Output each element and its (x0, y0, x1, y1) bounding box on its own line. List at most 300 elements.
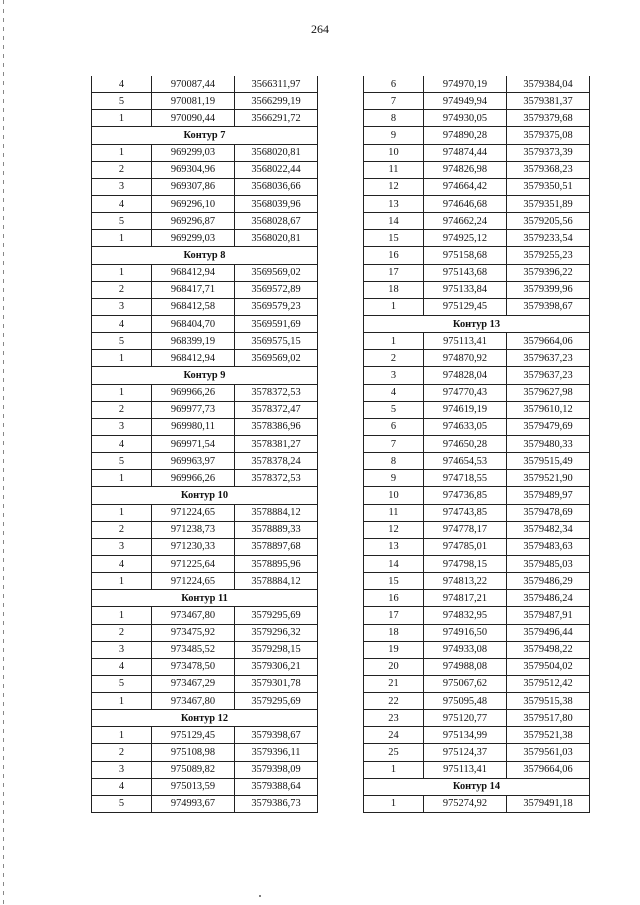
table-row (364, 384, 590, 401)
point-number: 10 (364, 144, 424, 161)
coordinate-x: 974826,98 (424, 161, 507, 178)
coordinate-y: 3579496,44 (507, 624, 590, 641)
coordinate-x: 975113,41 (424, 761, 507, 778)
coordinate-y: 3579517,80 (507, 710, 590, 727)
coordinate-x: 974646,68 (424, 195, 507, 212)
point-number: 12 (364, 178, 424, 195)
coordinate-x: 973475,92 (152, 624, 235, 641)
coordinate-y: 3578386,96 (235, 418, 318, 435)
coordinate-x: 974949,94 (424, 93, 507, 110)
coordinate-y: 3579398,67 (507, 298, 590, 315)
point-number: 24 (364, 727, 424, 744)
coordinate-x: 974930,05 (424, 110, 507, 127)
coordinate-x: 968412,94 (152, 264, 235, 281)
contour-title: Контур 10 (92, 487, 318, 504)
coordinate-x: 974832,95 (424, 607, 507, 624)
contour-header-row (92, 590, 318, 607)
coordinate-x: 974993,67 (152, 795, 235, 812)
coordinate-x: 974798,15 (424, 555, 507, 572)
coordinate-x: 969296,10 (152, 195, 235, 212)
coordinate-x: 969307,86 (152, 178, 235, 195)
coordinate-x: 969963,97 (152, 453, 235, 470)
coordinate-x: 975108,98 (152, 744, 235, 761)
coordinate-y: 3579637,23 (507, 367, 590, 384)
table-row (364, 675, 590, 692)
contour-title: Контур 11 (92, 590, 318, 607)
coordinate-y: 3579255,23 (507, 247, 590, 264)
point-number: 10 (364, 487, 424, 504)
contour-header-row (92, 127, 318, 144)
coordinate-y: 3579504,02 (507, 658, 590, 675)
coordinate-x: 975129,45 (424, 298, 507, 315)
point-number: 3 (92, 538, 152, 555)
table-row (364, 470, 590, 487)
table-row (92, 727, 318, 744)
coordinate-y: 3579350,51 (507, 178, 590, 195)
contour-title: Контур 8 (92, 247, 318, 264)
point-number: 2 (92, 521, 152, 538)
coordinate-x: 975129,45 (152, 727, 235, 744)
coordinate-x: 974778,17 (424, 521, 507, 538)
coordinate-y: 3579295,69 (235, 693, 318, 710)
coordinate-y: 3579233,54 (507, 230, 590, 247)
coordinate-x: 973478,50 (152, 658, 235, 675)
table-row (92, 144, 318, 161)
coordinate-y: 3579295,69 (235, 607, 318, 624)
coordinate-y: 3579561,03 (507, 744, 590, 761)
table-row (92, 744, 318, 761)
point-number: 15 (364, 573, 424, 590)
table-row (364, 590, 590, 607)
coordinate-y: 3569569,02 (235, 350, 318, 367)
coordinate-y: 3579512,42 (507, 675, 590, 692)
coordinate-y: 3579486,24 (507, 590, 590, 607)
table-row (364, 693, 590, 710)
table-row (364, 453, 590, 470)
coordinate-y: 3568020,81 (235, 144, 318, 161)
point-number: 5 (364, 401, 424, 418)
table-row (364, 110, 590, 127)
coordinate-y: 3579373,39 (507, 144, 590, 161)
coordinate-x: 975095,48 (424, 693, 507, 710)
coordinate-y: 3579375,08 (507, 127, 590, 144)
table-row (364, 247, 590, 264)
contour-header-row (92, 710, 318, 727)
coordinate-y: 3579386,73 (235, 795, 318, 812)
table-row (364, 195, 590, 212)
coordinate-y: 3579398,09 (235, 761, 318, 778)
coordinate-y: 3579388,64 (235, 778, 318, 795)
table-row (364, 333, 590, 350)
table-row (364, 367, 590, 384)
point-number: 6 (364, 76, 424, 93)
coordinate-x: 971224,65 (152, 504, 235, 521)
point-number: 3 (92, 761, 152, 778)
coordinate-x: 975274,92 (424, 795, 507, 812)
table-row (92, 230, 318, 247)
coordinate-y: 3579384,04 (507, 76, 590, 93)
table-row (92, 76, 318, 93)
coordinate-y: 3568036,66 (235, 178, 318, 195)
coordinate-x: 969971,54 (152, 435, 235, 452)
point-number: 1 (92, 693, 152, 710)
table-row (92, 573, 318, 590)
coordinate-y: 3579368,23 (507, 161, 590, 178)
point-number: 1 (364, 298, 424, 315)
table-row (364, 795, 590, 812)
point-number: 25 (364, 744, 424, 761)
point-number: 1 (364, 333, 424, 350)
coordinate-y: 3579664,06 (507, 333, 590, 350)
coordinate-x: 974662,24 (424, 213, 507, 230)
coordinate-y: 3579482,34 (507, 521, 590, 538)
table-row (92, 453, 318, 470)
point-number: 5 (92, 675, 152, 692)
coordinate-y: 3568022,44 (235, 161, 318, 178)
contour-header-row (364, 778, 590, 795)
coordinate-x: 975067,62 (424, 675, 507, 692)
contour-title: Контур 13 (364, 315, 590, 332)
coordinate-y: 3579379,68 (507, 110, 590, 127)
coordinate-y: 3578372,47 (235, 401, 318, 418)
coordinate-y: 3579489,97 (507, 487, 590, 504)
point-number: 1 (92, 230, 152, 247)
coordinate-x: 974664,42 (424, 178, 507, 195)
coordinate-x: 974736,85 (424, 487, 507, 504)
point-number: 1 (92, 264, 152, 281)
coordinate-x: 974817,21 (424, 590, 507, 607)
point-number: 2 (92, 281, 152, 298)
coordinate-x: 975143,68 (424, 264, 507, 281)
point-number: 1 (92, 573, 152, 590)
table-row (364, 555, 590, 572)
point-number: 1 (92, 727, 152, 744)
coordinate-x: 968404,70 (152, 315, 235, 332)
coordinate-y: 3569569,02 (235, 264, 318, 281)
coordinate-x: 975158,68 (424, 247, 507, 264)
point-number: 2 (92, 161, 152, 178)
table-row (364, 624, 590, 641)
table-row (364, 521, 590, 538)
table-row (92, 178, 318, 195)
table-row (92, 401, 318, 418)
coordinate-y: 3579479,69 (507, 418, 590, 435)
point-number: 1 (92, 144, 152, 161)
point-number: 1 (364, 761, 424, 778)
coordinate-x: 973467,80 (152, 693, 235, 710)
table-row (364, 144, 590, 161)
coordinate-x: 975124,37 (424, 744, 507, 761)
coordinate-x: 970081,19 (152, 93, 235, 110)
point-number: 1 (92, 470, 152, 487)
point-number: 3 (92, 178, 152, 195)
scan-speck (259, 895, 261, 897)
coordinate-y: 3566291,72 (235, 110, 318, 127)
coordinate-x: 974970,19 (424, 76, 507, 93)
point-number: 4 (92, 435, 152, 452)
coordinate-y: 3569575,15 (235, 333, 318, 350)
table-row (364, 607, 590, 624)
coordinate-y: 3569591,69 (235, 315, 318, 332)
coordinate-y: 3579627,98 (507, 384, 590, 401)
point-number: 9 (364, 470, 424, 487)
coordinate-x: 969980,11 (152, 418, 235, 435)
table-row (364, 435, 590, 452)
coordinate-y: 3579399,96 (507, 281, 590, 298)
coordinate-y: 3578897,68 (235, 538, 318, 555)
table-row (364, 573, 590, 590)
table-row (364, 230, 590, 247)
coordinate-x: 975120,77 (424, 710, 507, 727)
coordinate-y: 3579486,29 (507, 573, 590, 590)
coordinate-y: 3579351,89 (507, 195, 590, 212)
point-number: 3 (92, 298, 152, 315)
coordinate-x: 975113,41 (424, 333, 507, 350)
table-row (364, 161, 590, 178)
coordinate-x: 974916,50 (424, 624, 507, 641)
coordinate-y: 3579478,69 (507, 504, 590, 521)
contour-title: Контур 14 (364, 778, 590, 795)
point-number: 13 (364, 538, 424, 555)
point-number: 8 (364, 110, 424, 127)
point-number: 2 (92, 744, 152, 761)
table-row (364, 213, 590, 230)
table-row (92, 504, 318, 521)
point-number: 2 (364, 350, 424, 367)
table-row (364, 127, 590, 144)
coordinate-x: 969299,03 (152, 230, 235, 247)
coordinate-y: 3578895,96 (235, 555, 318, 572)
coordinate-y: 3578381,27 (235, 435, 318, 452)
coordinate-x: 974743,85 (424, 504, 507, 521)
coordinate-y: 3579381,37 (507, 93, 590, 110)
coordinate-y: 3579480,33 (507, 435, 590, 452)
table-row (92, 281, 318, 298)
point-number: 14 (364, 555, 424, 572)
point-number: 4 (92, 658, 152, 675)
table-row (364, 761, 590, 778)
point-number: 6 (364, 418, 424, 435)
coordinate-y: 3578889,33 (235, 521, 318, 538)
point-number: 2 (92, 624, 152, 641)
coordinate-x: 969966,26 (152, 384, 235, 401)
coordinate-x: 974828,04 (424, 367, 507, 384)
table-row (92, 641, 318, 658)
point-number: 4 (92, 315, 152, 332)
table-row (92, 315, 318, 332)
table-row (364, 641, 590, 658)
coordinate-x: 968412,94 (152, 350, 235, 367)
coordinate-x: 974770,43 (424, 384, 507, 401)
point-number: 19 (364, 641, 424, 658)
point-number: 5 (92, 93, 152, 110)
coordinate-y: 3569579,23 (235, 298, 318, 315)
table-row (92, 110, 318, 127)
coordinate-y: 3568039,96 (235, 195, 318, 212)
coordinate-y: 3566311,97 (235, 76, 318, 93)
table-row (364, 76, 590, 93)
page-number: 264 (311, 22, 329, 36)
table-row (92, 161, 318, 178)
table-row (92, 213, 318, 230)
coordinate-y: 3579521,38 (507, 727, 590, 744)
coordinate-x: 969304,96 (152, 161, 235, 178)
table-row (92, 555, 318, 572)
coordinate-x: 968417,71 (152, 281, 235, 298)
table-row (92, 435, 318, 452)
coordinate-y: 3578372,53 (235, 384, 318, 401)
coordinate-y: 3578372,53 (235, 470, 318, 487)
table-row (364, 178, 590, 195)
contour-title: Контур 9 (92, 367, 318, 384)
coordinate-y: 3579521,90 (507, 470, 590, 487)
table-row (92, 778, 318, 795)
coordinate-x: 974988,08 (424, 658, 507, 675)
table-row (92, 521, 318, 538)
coordinate-y: 3579296,32 (235, 624, 318, 641)
coordinate-x: 974925,12 (424, 230, 507, 247)
contour-title: Контур 12 (92, 710, 318, 727)
coordinate-y: 3579610,12 (507, 401, 590, 418)
table-row (364, 281, 590, 298)
point-number: 5 (92, 213, 152, 230)
table-row (92, 658, 318, 675)
point-number: 20 (364, 658, 424, 675)
table-row (92, 607, 318, 624)
point-number: 1 (92, 504, 152, 521)
point-number: 5 (92, 795, 152, 812)
point-number: 7 (364, 435, 424, 452)
point-number: 5 (92, 333, 152, 350)
coordinate-x: 968399,19 (152, 333, 235, 350)
coordinate-x: 974874,44 (424, 144, 507, 161)
coordinate-y: 3578378,24 (235, 453, 318, 470)
coordinate-x: 971224,65 (152, 573, 235, 590)
coordinate-x: 974654,53 (424, 453, 507, 470)
table-row (92, 384, 318, 401)
point-number: 22 (364, 693, 424, 710)
coordinate-x: 974619,19 (424, 401, 507, 418)
coordinate-x: 969299,03 (152, 144, 235, 161)
coordinate-x: 971225,64 (152, 555, 235, 572)
coordinate-x: 969977,73 (152, 401, 235, 418)
table-row (364, 504, 590, 521)
coordinate-y: 3566299,19 (235, 93, 318, 110)
coordinate-x: 974718,55 (424, 470, 507, 487)
coordinate-x: 969296,87 (152, 213, 235, 230)
table-row (92, 675, 318, 692)
table-row (364, 264, 590, 281)
table-row (364, 93, 590, 110)
coordinates-table-right (363, 76, 590, 813)
point-number: 23 (364, 710, 424, 727)
coordinate-x: 975134,99 (424, 727, 507, 744)
coordinate-x: 975133,84 (424, 281, 507, 298)
scan-left-edge (3, 0, 4, 905)
table-row (92, 264, 318, 281)
coordinate-x: 973467,29 (152, 675, 235, 692)
point-number: 4 (92, 76, 152, 93)
table-row (92, 93, 318, 110)
table-row (364, 727, 590, 744)
coordinate-y: 3579515,38 (507, 693, 590, 710)
coordinate-y: 3569572,89 (235, 281, 318, 298)
coordinate-x: 974813,22 (424, 573, 507, 590)
contour-header-row (92, 247, 318, 264)
point-number: 8 (364, 453, 424, 470)
coordinate-y: 3579485,03 (507, 555, 590, 572)
point-number: 4 (92, 778, 152, 795)
table-row (92, 693, 318, 710)
coordinate-y: 3568020,81 (235, 230, 318, 247)
coordinate-x: 970087,44 (152, 76, 235, 93)
coordinates-table-right-body (364, 76, 590, 813)
point-number: 3 (92, 418, 152, 435)
table-row (364, 710, 590, 727)
table-row (92, 418, 318, 435)
coordinate-x: 974933,08 (424, 641, 507, 658)
coordinate-x: 974785,01 (424, 538, 507, 555)
coordinate-x: 974650,28 (424, 435, 507, 452)
coordinate-y: 3579637,23 (507, 350, 590, 367)
point-number: 21 (364, 675, 424, 692)
coordinates-table-left (91, 76, 318, 813)
coordinate-x: 973485,52 (152, 641, 235, 658)
coordinate-y: 3579398,67 (235, 727, 318, 744)
table-row (92, 795, 318, 812)
contour-header-row (92, 367, 318, 384)
point-number: 16 (364, 590, 424, 607)
coordinate-y: 3579298,15 (235, 641, 318, 658)
point-number: 11 (364, 161, 424, 178)
table-row (92, 538, 318, 555)
coordinate-y: 3579515,49 (507, 453, 590, 470)
point-number: 7 (364, 93, 424, 110)
coordinate-x: 975089,82 (152, 761, 235, 778)
coordinate-y: 3578884,12 (235, 573, 318, 590)
point-number: 4 (92, 195, 152, 212)
point-number: 1 (364, 795, 424, 812)
point-number: 1 (92, 350, 152, 367)
table-row (364, 487, 590, 504)
table-row (92, 470, 318, 487)
coordinate-x: 968412,58 (152, 298, 235, 315)
coordinate-y: 3579205,56 (507, 213, 590, 230)
point-number: 15 (364, 230, 424, 247)
contour-title: Контур 7 (92, 127, 318, 144)
table-row (364, 401, 590, 418)
point-number: 2 (92, 401, 152, 418)
point-number: 18 (364, 281, 424, 298)
point-number: 4 (92, 555, 152, 572)
point-number: 18 (364, 624, 424, 641)
point-number: 1 (92, 110, 152, 127)
coordinate-x: 974870,92 (424, 350, 507, 367)
coordinate-y: 3579483,63 (507, 538, 590, 555)
coordinate-x: 971230,33 (152, 538, 235, 555)
coordinate-y: 3579306,21 (235, 658, 318, 675)
coordinate-y: 3579487,91 (507, 607, 590, 624)
coordinate-y: 3579396,11 (235, 744, 318, 761)
point-number: 5 (92, 453, 152, 470)
contour-header-row (364, 315, 590, 332)
coordinate-y: 3579491,18 (507, 795, 590, 812)
point-number: 14 (364, 213, 424, 230)
table-row (364, 538, 590, 555)
table-row (364, 418, 590, 435)
point-number: 16 (364, 247, 424, 264)
table-row (92, 298, 318, 315)
